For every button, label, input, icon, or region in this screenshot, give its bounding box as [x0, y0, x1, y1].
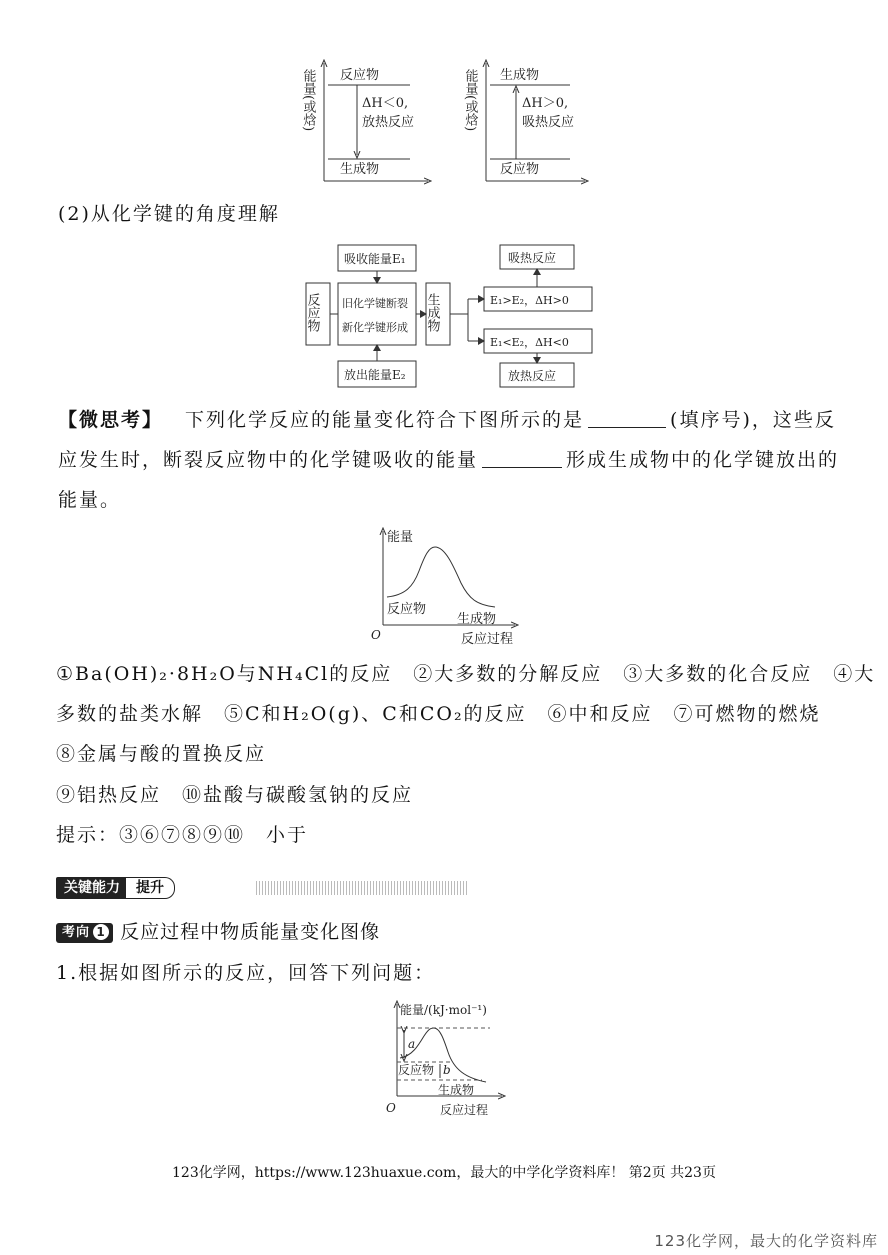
think-line2-part-b: 形成生成物中的化学键放出的 [566, 449, 840, 471]
think-line2-part-a: 应发生时，断裂反应物中的化学键吸收的能量 [58, 449, 479, 471]
energy-diagrams-figure [300, 55, 600, 190]
right-bottom-label: 反应物 [500, 162, 540, 177]
kaoxiang-heading [56, 912, 380, 952]
kaoxiang-number: 1 [93, 924, 109, 940]
page-footer: 123化学网，https://www.123huaxue.com，最大的中学化学资料库！ 第2页 共23页 [172, 1165, 716, 1181]
think-question-line3: 能量。 [58, 489, 122, 511]
condition-1-label: E₁>E₂，ΔH>0 [490, 294, 569, 307]
think-label: 【微思考】 [58, 409, 164, 431]
kaoxiang-tag [56, 923, 113, 943]
bond-break-label: 旧化学键断裂 [342, 297, 408, 310]
curve-reactant: 反应物 [387, 602, 427, 617]
endothermic-result-label: 吸热反应 [508, 251, 557, 265]
left-bottom-label: 生成物 [340, 162, 380, 177]
condition-2-label: E₁<E₂，ΔH<0 [490, 336, 569, 349]
section-2-heading: (2)从化学键的角度理解 [58, 203, 280, 225]
right-top-label: 生成物 [500, 68, 540, 83]
banner-left: 关键能力 [56, 877, 130, 899]
options-line3: ⑧金属与酸的置换反应 [56, 743, 267, 765]
chemical-bond-flow-diagram [300, 243, 600, 391]
fig3-ylabel: 能量/(kJ·mol⁻¹) [400, 1003, 487, 1017]
think-question-part2: (填序号)，这些反 [670, 409, 836, 431]
reaction-energy-curve [365, 525, 525, 650]
right-desc-label: 吸热反应 [522, 115, 575, 130]
think-question-part1: 下列化学反应的能量变化符合下图所示的是 [185, 409, 585, 431]
fig3-reactant: 反应物 [398, 1063, 435, 1077]
curve-ylabel: 能量 [387, 530, 414, 545]
curve-xlabel: 反应过程 [461, 632, 514, 647]
right-y-label: 能量(或焓) [462, 69, 478, 132]
exothermic-result-label: 放热反应 [508, 369, 557, 383]
endothermic-diagram [463, 63, 586, 181]
fig3-origin: O [386, 1101, 396, 1115]
banner-right: 提升 [126, 877, 175, 899]
fig3-product: 生成物 [438, 1083, 475, 1097]
fig3-b-label: b [443, 1063, 451, 1077]
release-energy-label: 放出能量E₂ [344, 368, 406, 382]
curve-origin: O [371, 628, 381, 642]
left-y-label: 能量(或焓) [300, 69, 316, 132]
left-delta-label: ΔH＜0, [362, 96, 409, 111]
absorb-energy-label: 吸收能量E₁ [344, 252, 406, 266]
answer-blank-1[interactable] [588, 409, 666, 428]
reactant-box-label: 反应物 [304, 293, 320, 332]
curve-product: 生成物 [457, 612, 497, 627]
fig3-xlabel: 反应过程 [440, 1103, 489, 1117]
exothermic-diagram [301, 63, 429, 181]
options-line2: 多数的盐类水解 ⑤C和H₂O(g)、C和CO₂的反应 ⑥中和反应 ⑦可燃物的燃烧 [56, 703, 821, 725]
options-line4: ⑨铝热反应 ⑩盐酸与碳酸氢钠的反应 [56, 784, 414, 806]
left-top-label: 反应物 [340, 68, 380, 83]
answer-blank-2[interactable] [482, 449, 562, 468]
options-line1: ①Ba(OH)₂·8H₂O与NH₄Cl的反应 ②大多数的分解反应 ③大多数的化合反应 ④大 [56, 663, 876, 685]
kaoxiang-tag-text: 考向 [62, 925, 91, 940]
banner-stripe [256, 881, 468, 895]
watermark: 123化学网，最大的化学资料库 [654, 1232, 878, 1250]
question-1: 1.根据如图所示的反应，回答下列问题： [56, 962, 436, 984]
think-question-line2 [58, 440, 839, 480]
product-box-label: 生成物 [424, 293, 440, 332]
think-question-line1 [58, 400, 836, 440]
activation-energy-diagram [382, 1000, 512, 1122]
hint-answer: 提示：③⑥⑦⑧⑨⑩ 小于 [56, 824, 309, 846]
bond-form-label: 新化学键形成 [342, 321, 408, 334]
kaoxiang-title: 反应过程中物质能量变化图像 [120, 921, 381, 943]
key-ability-banner [56, 877, 416, 899]
left-desc-label: 放热反应 [362, 115, 415, 130]
right-delta-label: ΔH＞0, [522, 96, 569, 111]
fig3-a-label: a [408, 1037, 416, 1051]
